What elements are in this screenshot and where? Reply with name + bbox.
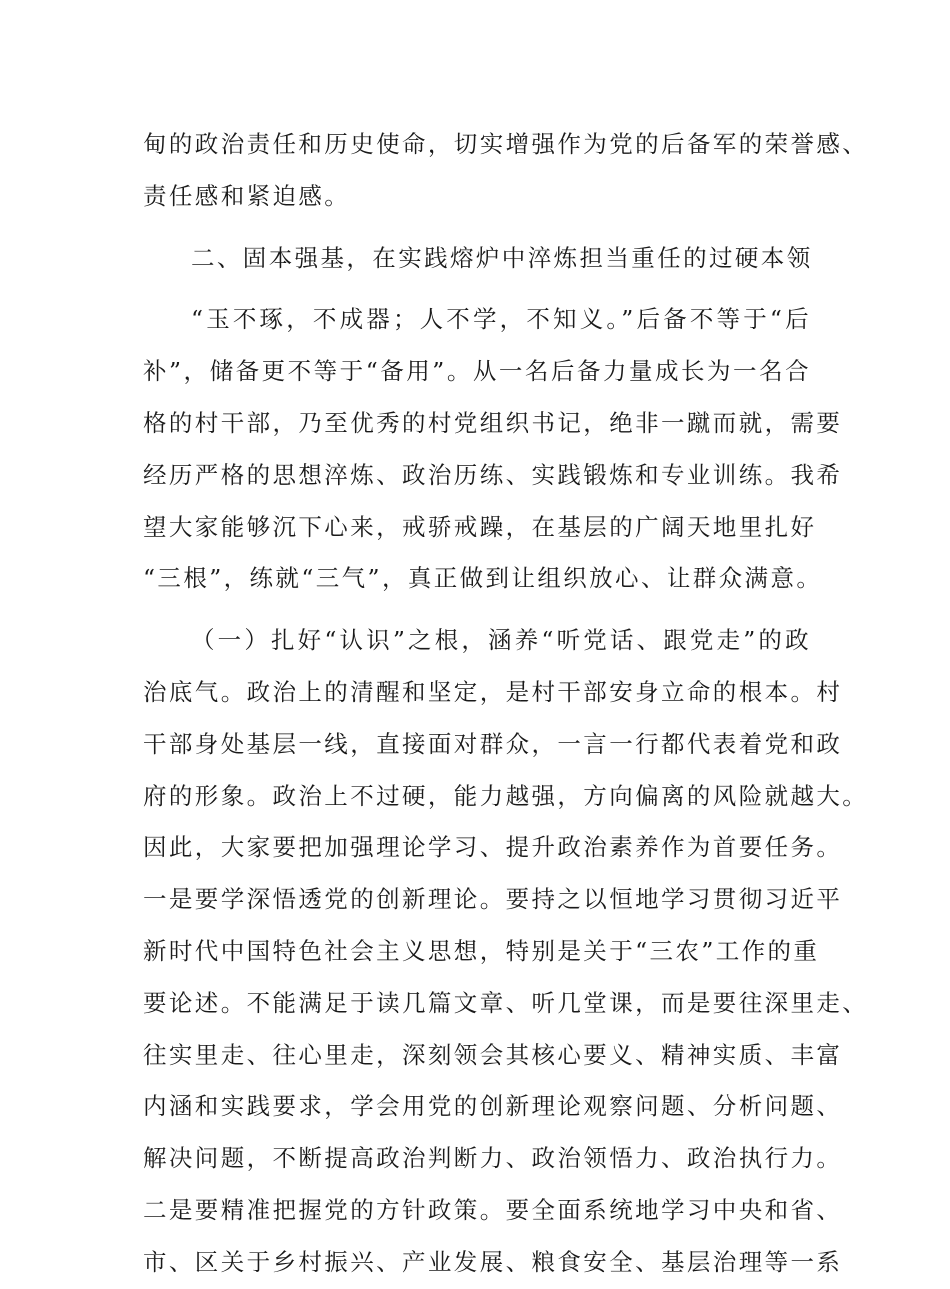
paragraph-line: 因此，大家要把加强理论学习、提升政治素养作为首要任务。 bbox=[143, 833, 843, 862]
paragraph-line: 补”，储备更不等于“备用”。从一名后备力量成长为一名合 bbox=[143, 357, 811, 386]
document-body bbox=[143, 119, 869, 1289]
paragraph-line: 一是要学深悟透党的创新理论。要持之以恒地学习贯彻习近平 bbox=[143, 885, 843, 914]
paragraph-line: 要论述。不能满足于读几篇文章、听几堂课，而是要往深里走、 bbox=[143, 988, 869, 1017]
paragraph-line: （一）扎好“认识”之根，涵养“听党话、跟党走”的政 bbox=[191, 626, 811, 655]
paragraph-line: 府的形象。政治上不过硬，能力越强，方向偏离的风险就越大。 bbox=[143, 781, 869, 810]
paragraph-line: 责任感和紧迫感。 bbox=[143, 181, 351, 210]
paragraph-line: “三根”，练就“三气”，真正做到让组织放心、让群众满意。 bbox=[143, 564, 823, 593]
paragraph-line: 二是要精准把握党的方针政策。要全面系统地学习中央和省、 bbox=[143, 1195, 843, 1224]
paragraph-line: 市、区关于乡村振兴、产业发展、粮食安全、基层治理等一系 bbox=[143, 1247, 843, 1276]
paragraph-line: 内涵和实践要求，学会用党的创新理论观察问题、分析问题、 bbox=[143, 1092, 843, 1121]
section-heading: 二、固本强基，在实践熔炉中淬炼担当重任的过硬本领 bbox=[191, 243, 813, 272]
paragraph-line: 治底气。政治上的清醒和坚定，是村干部安身立命的根本。村 bbox=[143, 677, 843, 706]
paragraph-line: 甸的政治责任和历史使命，切实增强作为党的后备军的荣誉感、 bbox=[143, 130, 869, 158]
paragraph-line: 往实里走、往心里走，深刻领会其核心要义、精神实质、丰富 bbox=[143, 1040, 843, 1069]
paragraph-line: 望大家能够沉下心来，戒骄戒躁，在基层的广阔天地里扎好 bbox=[143, 512, 817, 541]
paragraph-line: 格的村干部，乃至优秀的村党组织书记，绝非一蹴而就，需要 bbox=[143, 408, 843, 437]
paragraph-line: 经历严格的思想淬炼、政治历练、实践锻炼和专业训练。我希 bbox=[143, 460, 843, 489]
paragraph-line: 解决问题，不断提高政治判断力、政治领悟力、政治执行力。 bbox=[143, 1144, 843, 1173]
paragraph-line: “玉不琢，不成器；人不学，不知义。”后备不等于“后 bbox=[191, 305, 811, 334]
paragraph-line: 干部身处基层一线，直接面对群众，一言一行都代表着党和政 bbox=[143, 729, 843, 758]
paragraph-line: 新时代中国特色社会主义思想，特别是关于“三农”工作的重 bbox=[143, 936, 820, 965]
